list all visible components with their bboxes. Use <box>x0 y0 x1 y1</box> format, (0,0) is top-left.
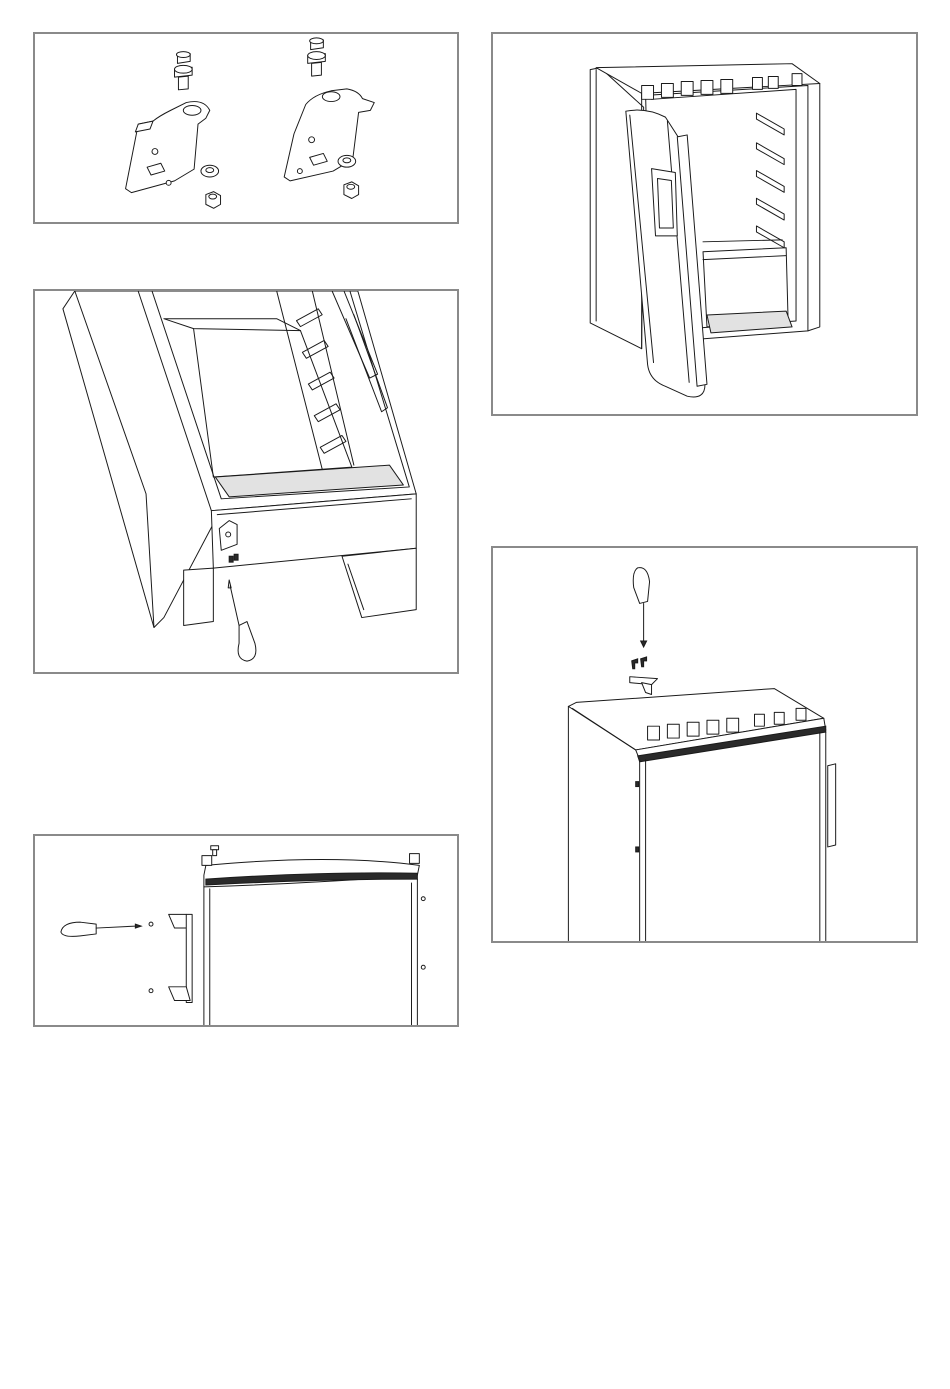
top-hinge-bracket <box>630 677 658 695</box>
hinge-screws <box>632 657 647 669</box>
nut-right <box>344 182 359 199</box>
door-handle-illustration <box>35 836 457 1025</box>
washer-right <box>338 155 356 167</box>
fridge-open-illustration <box>493 34 916 414</box>
top-screw <box>211 846 219 856</box>
cabinet-lower-frame <box>184 494 417 626</box>
door-panel <box>202 854 419 1025</box>
figure-fridge-door-open <box>491 32 918 416</box>
open-door <box>626 110 707 397</box>
screwdriver <box>633 568 649 647</box>
washer-left <box>201 165 219 177</box>
side-handle <box>828 764 836 847</box>
hinge-bracket-left <box>126 52 210 193</box>
figure-hinge-parts <box>33 32 459 224</box>
figure-bottom-hinge-removal <box>33 289 459 674</box>
hinge-parts-illustration <box>35 34 457 222</box>
door-handle <box>169 914 193 1002</box>
nut-left <box>206 192 221 209</box>
shelf-rails <box>756 113 784 248</box>
side-markers <box>636 782 639 852</box>
screwdriver <box>228 580 256 661</box>
top-hinge-illustration <box>493 548 916 941</box>
hinge-bracket-right <box>284 38 374 181</box>
figure-top-hinge-fitting <box>491 546 918 943</box>
bottom-tray <box>707 311 792 333</box>
screwdriver <box>61 922 141 936</box>
figure-handle-removal <box>33 834 459 1027</box>
door-handle <box>652 169 678 236</box>
cabinet-illustration <box>35 291 457 672</box>
